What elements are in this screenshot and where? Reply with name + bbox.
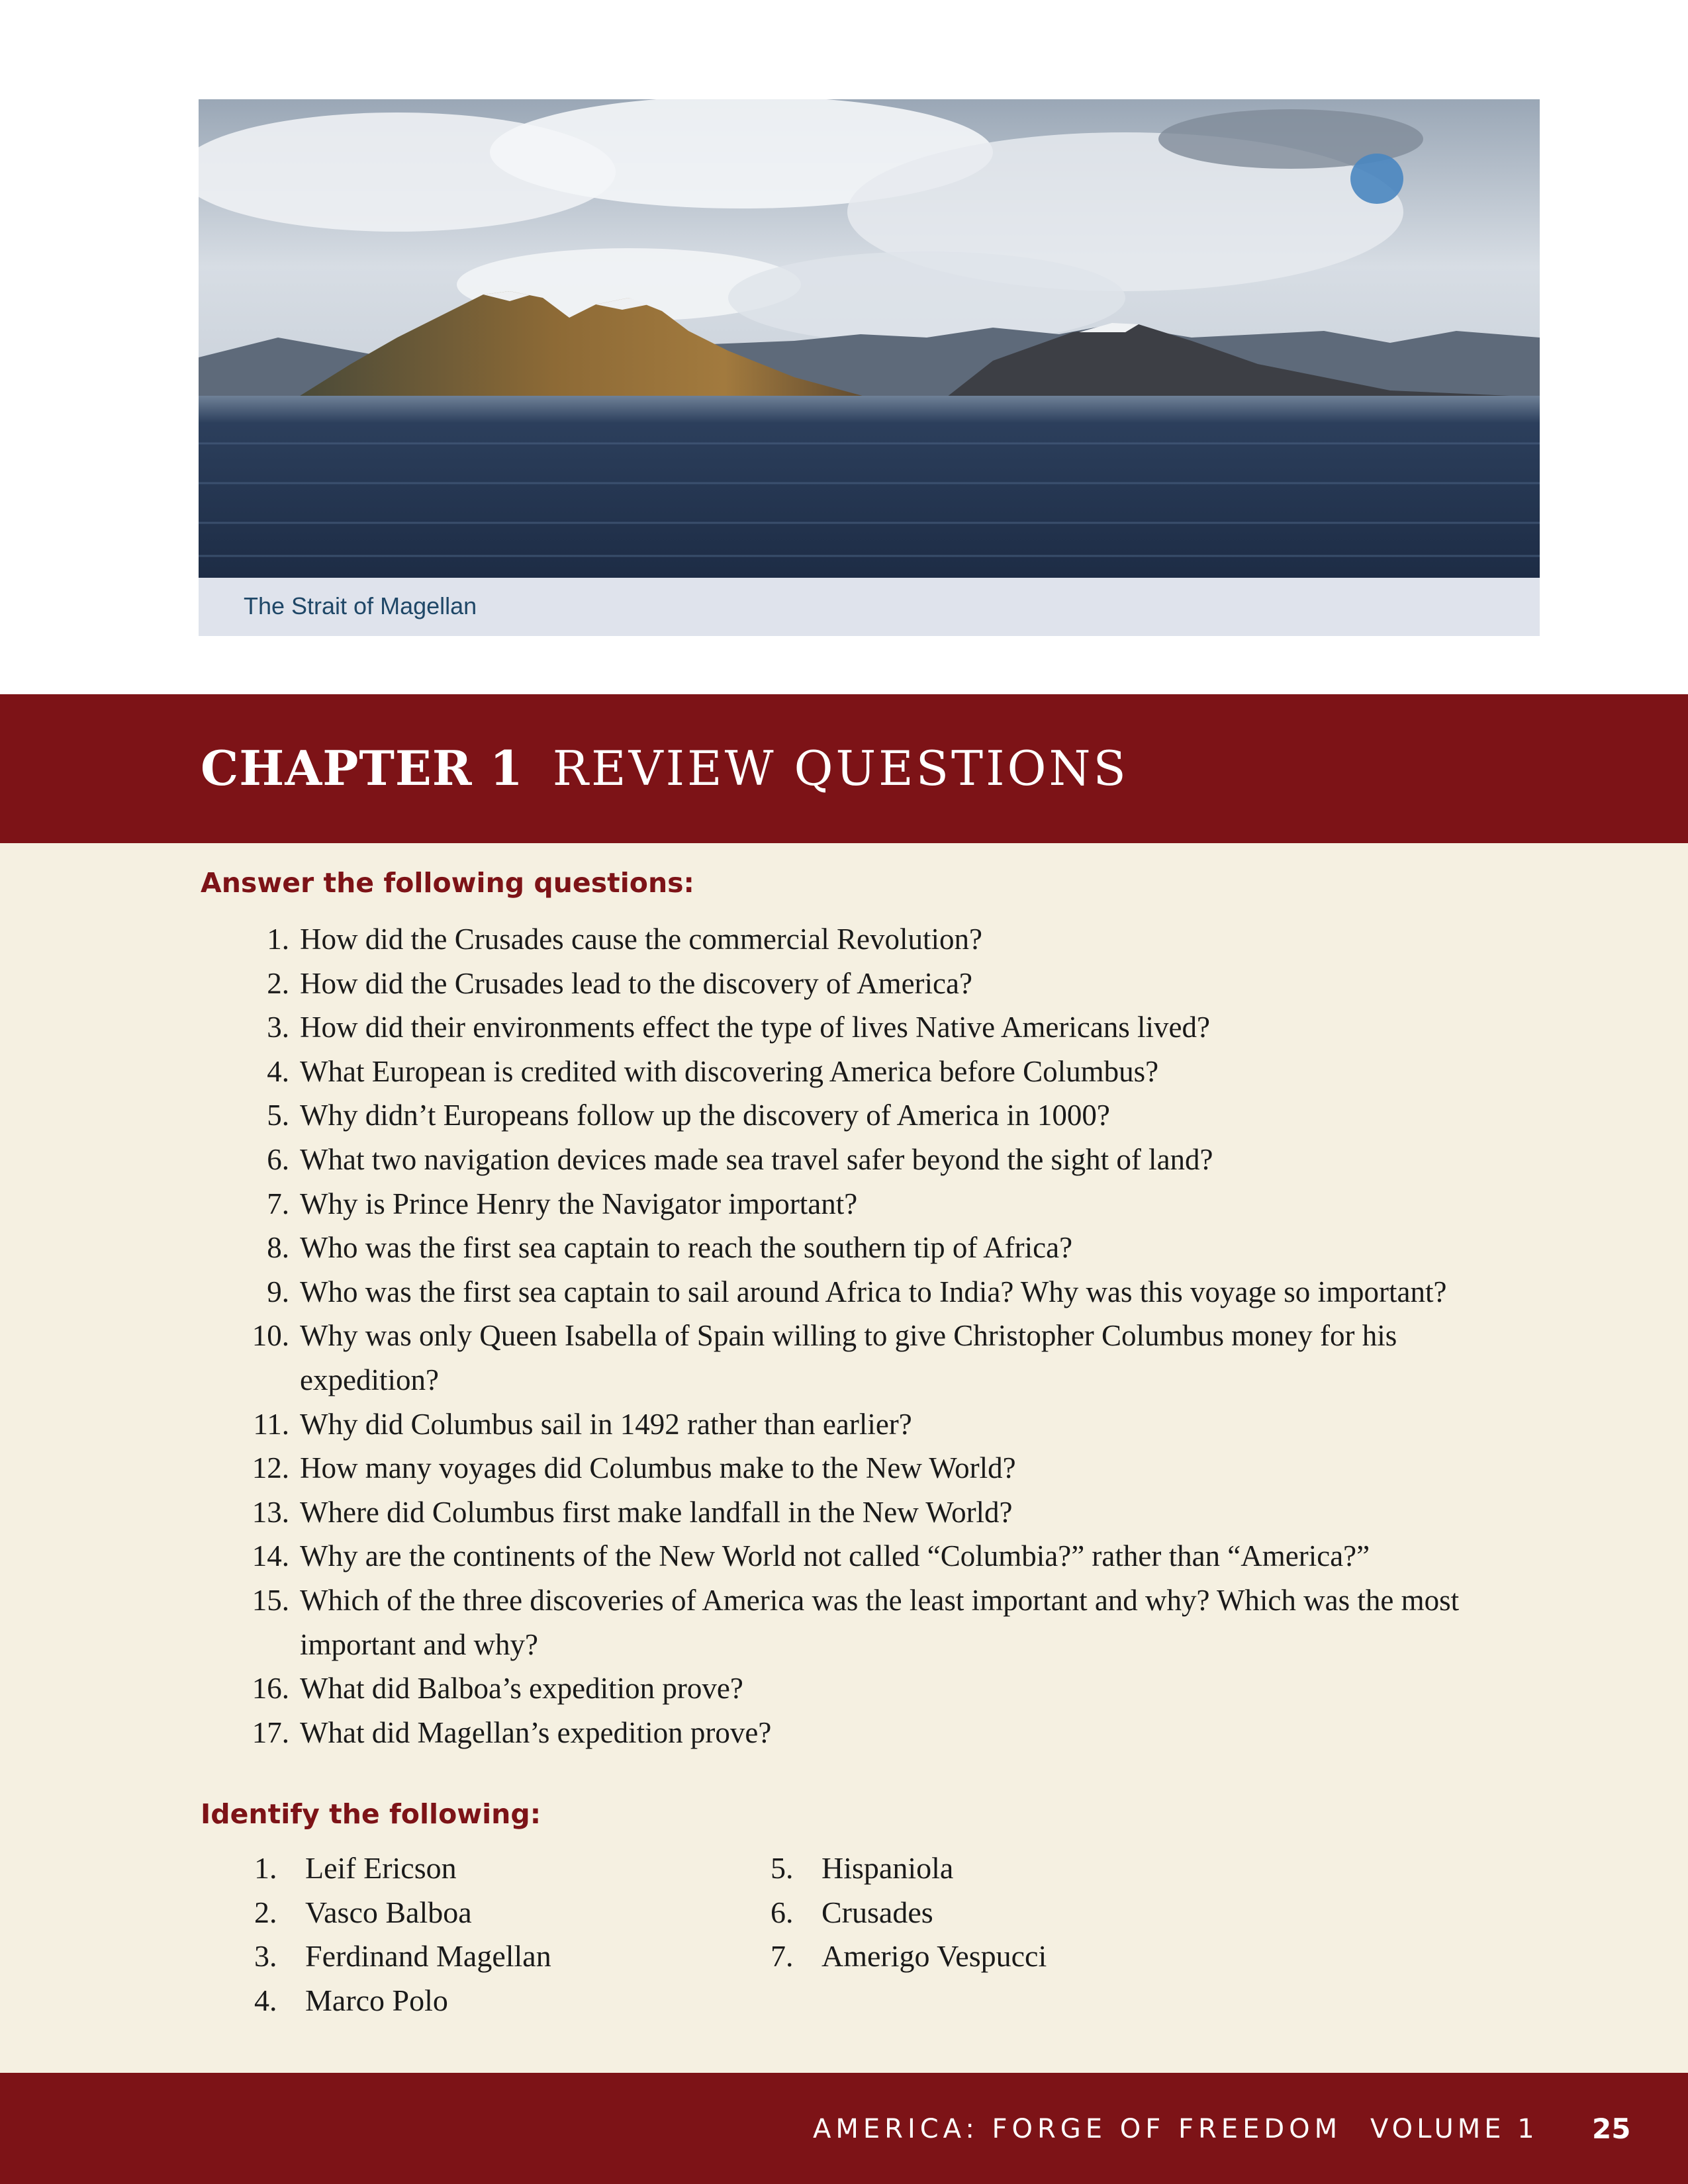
chapter-number: CHAPTER 1 [201,740,524,796]
term-item [254,1979,718,2023]
term-item-number: 4. [254,1983,277,2017]
question-item [0,1666,1589,1711]
term-item-text: Marco Polo [305,1983,448,2017]
question-item [0,917,1589,962]
term-item [254,1846,718,1891]
question-item [0,1446,1589,1490]
question-item-text: How many voyages did Columbus make to the New World? [300,1451,1016,1485]
question-item [0,1711,1589,1755]
page-number: 25 [1592,2113,1631,2145]
question-item-text: Which of the three discoveries of America was the least important and why? Which was the most important and why? [300,1583,1460,1661]
question-item [0,1138,1589,1182]
question-item [0,1534,1589,1578]
term-item [254,1891,718,1935]
question-item-number: 13. [252,1495,289,1529]
question-item-text: Why did Columbus sail in 1492 rather than earlier? [300,1407,912,1441]
term-item-text: Leif Ericson [305,1851,457,1885]
term-item-number: 3. [254,1939,277,1974]
question-item [0,1093,1589,1138]
identify-heading: Identify the following: [201,1798,541,1830]
question-item-number: 5. [267,1099,289,1132]
question-item-text: Why was only Queen Isabella of Spain willing to give Christopher Columbus money for his expedition? [300,1319,1397,1396]
term-item-text: Crusades [821,1895,933,1929]
question-item-number: 2. [267,966,289,1000]
question-item-text: Why are the continents of the New World not called “Columbia?” rather than “America?” [300,1539,1370,1573]
chapter-subtitle: REVIEW QUESTIONS [552,741,1129,796]
question-item [0,1005,1589,1050]
question-item-number: 16. [252,1672,289,1706]
term-item-number: 7. [771,1939,794,1974]
question-item-text: What two navigation devices made sea travel safer beyond the sight of land? [300,1142,1213,1176]
footer-volume: VOLUME 1 [1370,2114,1538,2144]
question-list [0,917,1589,1754]
term-item [771,1846,1234,1891]
question-item-text: What did Balboa’s expedition prove? [300,1672,743,1706]
term-item-text: Ferdinand Magellan [305,1939,551,1974]
question-item-text: How did the Crusades lead to the discovery of America? [300,966,972,1000]
page-footer [0,2073,1688,2184]
question-item [0,1314,1589,1402]
question-item [0,1050,1589,1094]
question-item-text: Who was the first sea captain to sail around Africa to India? Why was this voyage so important? [300,1275,1447,1308]
strait-photo [199,99,1540,578]
question-item [0,1578,1589,1666]
question-item-number: 4. [267,1054,289,1088]
question-item-text: What did Magellan’s expedition prove? [300,1715,772,1749]
question-item-text: What European is credited with discovering America before Columbus? [300,1054,1159,1088]
term-item-text: Vasco Balboa [305,1895,472,1929]
question-item-number: 10. [252,1319,289,1353]
question-item-number: 12. [252,1451,289,1485]
answer-heading: Answer the following questions: [201,867,694,899]
question-item-number: 1. [267,923,289,956]
term-item-text: Hispaniola [821,1851,954,1885]
footer-book-title: AMERICA: FORGE OF FREEDOM [813,2114,1342,2144]
terms-list-right [771,1846,1234,1979]
term-item [771,1891,1234,1935]
question-item [0,962,1589,1006]
term-item [254,1934,718,1979]
term-item-number: 2. [254,1895,277,1929]
question-item [0,1226,1589,1270]
terms-list-left [254,1846,718,2023]
term-item-number: 6. [771,1895,794,1929]
question-item-number: 15. [252,1583,289,1617]
landscape-photo-icon [199,99,1540,578]
question-item [0,1402,1589,1447]
question-item-text: Who was the first sea captain to reach the southern tip of Africa? [300,1231,1073,1265]
question-item-text: How did the Crusades cause the commercial Revolution? [300,923,982,956]
photo-caption: The Strait of Magellan [244,592,477,619]
question-item-text: Why didn’t Europeans follow up the discovery of America in 1000? [300,1099,1110,1132]
question-item-number: 17. [252,1715,289,1749]
term-item-number: 5. [771,1851,794,1885]
term-item-text: Amerigo Vespucci [821,1939,1047,1974]
question-item [0,1490,1589,1535]
question-item-text: Where did Columbus first make landfall in the New World? [300,1495,1013,1529]
question-item-text: How did their environments effect the type of lives Native Americans lived? [300,1011,1211,1044]
question-item-number: 9. [267,1275,289,1308]
question-item-number: 6. [267,1142,289,1176]
question-item-number: 8. [267,1231,289,1265]
question-item [0,1182,1589,1226]
photo-caption-bar [199,578,1540,636]
question-item-number: 11. [253,1407,289,1441]
term-item-number: 1. [254,1851,277,1885]
term-item [771,1934,1234,1979]
question-item-number: 14. [252,1539,289,1573]
question-item-number: 7. [267,1187,289,1220]
question-item-number: 3. [267,1011,289,1044]
question-item-text: Why is Prince Henry the Navigator important? [300,1187,858,1220]
chapter-title [201,740,1129,796]
question-item [0,1270,1589,1314]
